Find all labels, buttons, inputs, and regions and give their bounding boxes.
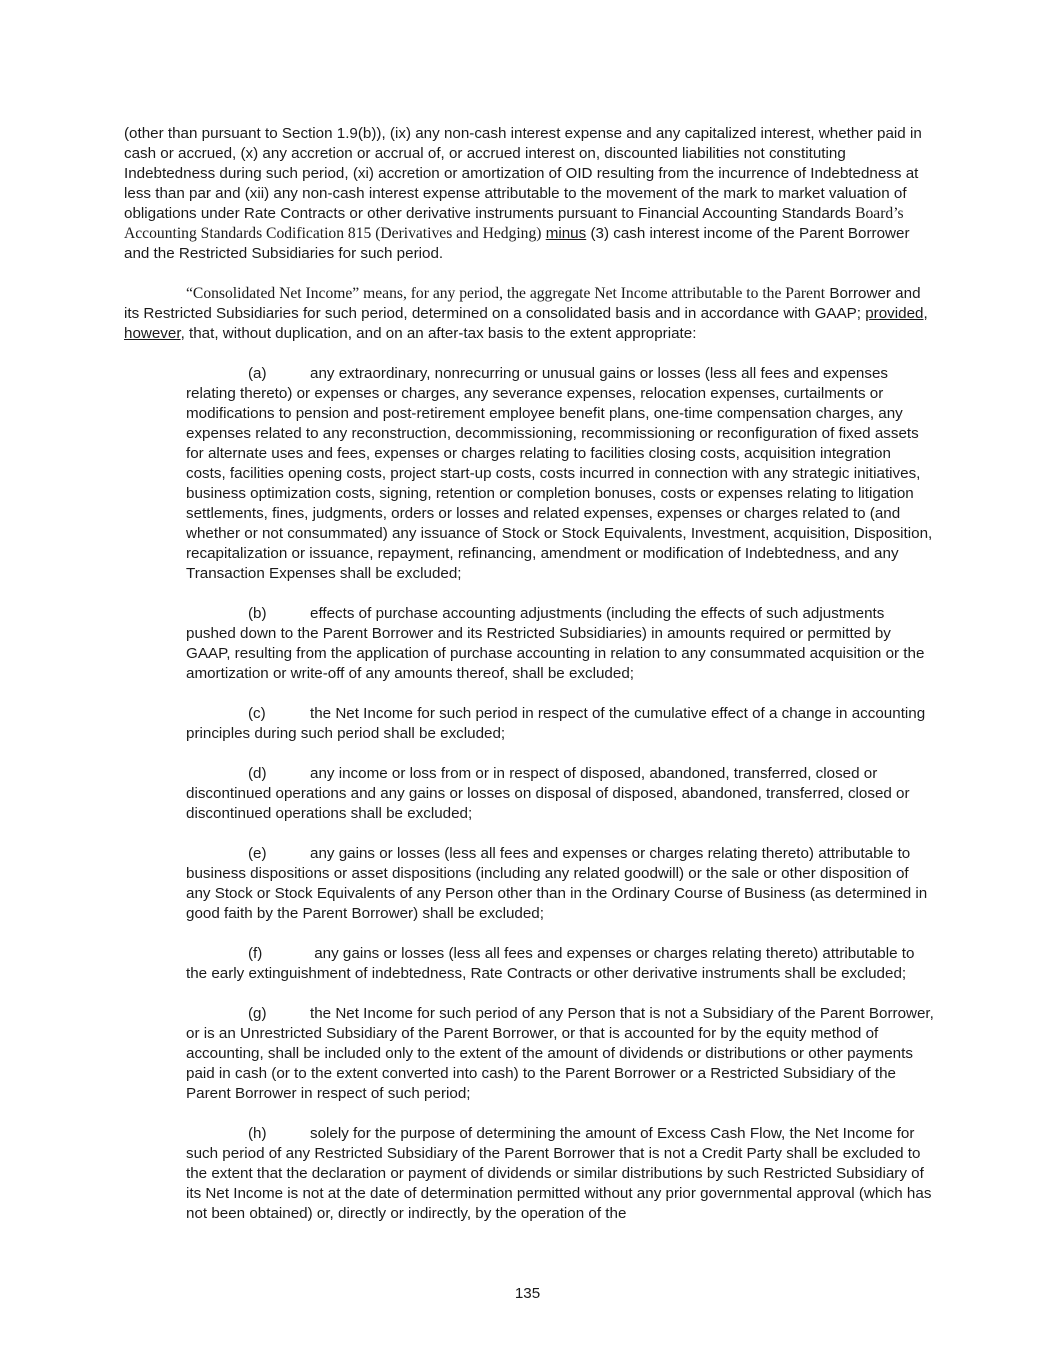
continued-text-end: (3) cash interest income of the Parent Borrower and the Restricted Subsidiaries for such period. — [124, 225, 910, 262]
minus-term: minus — [545, 225, 587, 242]
definition-consolidated-net-income — [124, 284, 934, 344]
clause-text: any gains or losses (less all fees and expenses or charges relating thereto) attributable to business dispositions or asset dispositions (including any related goodwill) or the sale or other disposition of any Stock or Stock Equivalents of any Person other than in the Ordinary Course of Business (as determined in good faith by the Parent Borrower) shall be excluded; — [186, 845, 928, 922]
clause-a — [186, 364, 934, 584]
clause-label: (f) — [248, 945, 263, 962]
clause-d — [186, 764, 934, 824]
clause-e — [186, 844, 934, 924]
clause-label: (h) — [248, 1125, 267, 1142]
provided-term: provided — [865, 305, 924, 322]
clause-text: solely for the purpose of determining the amount of Excess Cash Flow, the Net Income for such period of any Restricted Subsidiary of the Parent Borrower that is not a Credit Party shall be excluded to the extent that the declaration or payment of dividends or similar distributions by such Restricted Subsidiary of its Net Income is not at the date of determination permitted without any prior governmental approval (which has not been obtained) or, directly or indirectly, by the operation of the — [186, 1125, 932, 1222]
clause-label: (a) — [248, 365, 267, 382]
clause-g — [186, 1004, 934, 1104]
however-term: however — [124, 325, 181, 342]
clause-text: any income or loss from or in respect of disposed, abandoned, transferred, closed or discontinued operations and any gains or losses on disposal of disposed, abandoned, transferred, closed or discontinued operations shall be excluded; — [186, 765, 910, 822]
clause-text: the Net Income for such period in respect of the cumulative effect of a change in accounting principles during such period shall be excluded; — [186, 705, 926, 742]
clause-h — [186, 1124, 934, 1224]
clause-list — [124, 364, 934, 1224]
definition-rest: Borrower and its Restricted Subsidiaries for such period, determined on a consolidated basis and in accordance with GAAP; — [124, 285, 921, 322]
clause-text: any extraordinary, nonrecurring or unusual gains or losses (less all fees and expenses relating thereto) or expenses or charges, any severance expenses, relocation expenses, curtailments or modifications to pension and post-retirement employee benefit plans, one-time compensation charges, any expenses related to any reconstruction, decommissioning, recommissioning or reconfiguration of fixed assets for alternate uses and fees, expenses or charges relating to facilities closing costs, acquisition integration costs, facilities opening costs, project start-up costs, costs incurred in connection with any strategic initiatives, business optimization costs, signing, retention or completion bonuses, costs or expenses relating to litigation settlements, fines, judgments, orders or losses and related expenses, expenses or charges related to (and whether or not consummated) any issuance of Stock or Stock Equivalents, Investment, acquisition, Disposition, recapitalization or issuance, repayment, refinancing, amendment or modification of Indebtedness, and any Transaction Expenses shall be excluded; — [186, 365, 933, 582]
definition-term-lead: “Consolidated Net Income” means, for any period, the aggregate Net Income attributable to the Parent — [186, 285, 826, 302]
clause-b — [186, 604, 934, 684]
clause-label: (d) — [248, 765, 267, 782]
clause-label: (b) — [248, 605, 267, 622]
continued-paragraph — [124, 124, 934, 264]
clause-c — [186, 704, 934, 744]
clause-text: any gains or losses (less all fees and expenses or charges relating thereto) attributable to the early extinguishment of indebtedness, Rate Contracts or other derivative instruments shall be excluded; — [186, 945, 915, 982]
asc-reference: Board’s Accounting Standards Codification 815 (Derivatives and Hedging) — [124, 205, 904, 242]
clause-text: effects of purchase accounting adjustments (including the effects of such adjustments pushed down to the Parent Borrower and its Restricted Subsidiaries) in amounts required or permitted by GAAP, resulting from the application of purchase accounting in relation to any consummated acquisition or the amortization or write-off of any amounts thereof, shall be excluded; — [186, 605, 925, 682]
document-body — [124, 124, 934, 1244]
definition-tail: , that, without duplication, and on an after-tax basis to the extent appropriate: — [180, 325, 697, 342]
clause-text: the Net Income for such period of any Person that is not a Subsidiary of the Parent Borrower, or is an Unrestricted Subsidiary of the Parent Borrower, or that is accounted for by the equity method of accounting, shall be included only to the extent of the amount of dividends or distributions or other payments paid in cash (or to the extent converted into cash) to the Parent Borrower or a Restricted Subsidiary of the Parent Borrower in respect of such period; — [186, 1005, 934, 1102]
clause-label: (c) — [248, 705, 266, 722]
clause-label: (e) — [248, 845, 267, 862]
clause-label: (g) — [248, 1005, 267, 1022]
clause-f — [186, 944, 934, 984]
page-number: 135 — [514, 1285, 541, 1302]
continued-text: (other than pursuant to Section 1.9(b)), (ix) any non-cash interest expense and any capitalized interest, whether paid in cash or accrued, (x) any accretion or accrual of, or accrued interest on, discounted liabilities not constituting Indebtedness during such period, (xi) accretion or amortization of OID resulting from the incurrence of Indebtedness at less than par and (xii) any non-cash interest expense attributable to the movement of the mark to market valuation of obligations under Rate Contracts or other derivative instruments pursuant to Financial Accounting Standards — [124, 125, 922, 222]
comma: , — [923, 305, 928, 322]
